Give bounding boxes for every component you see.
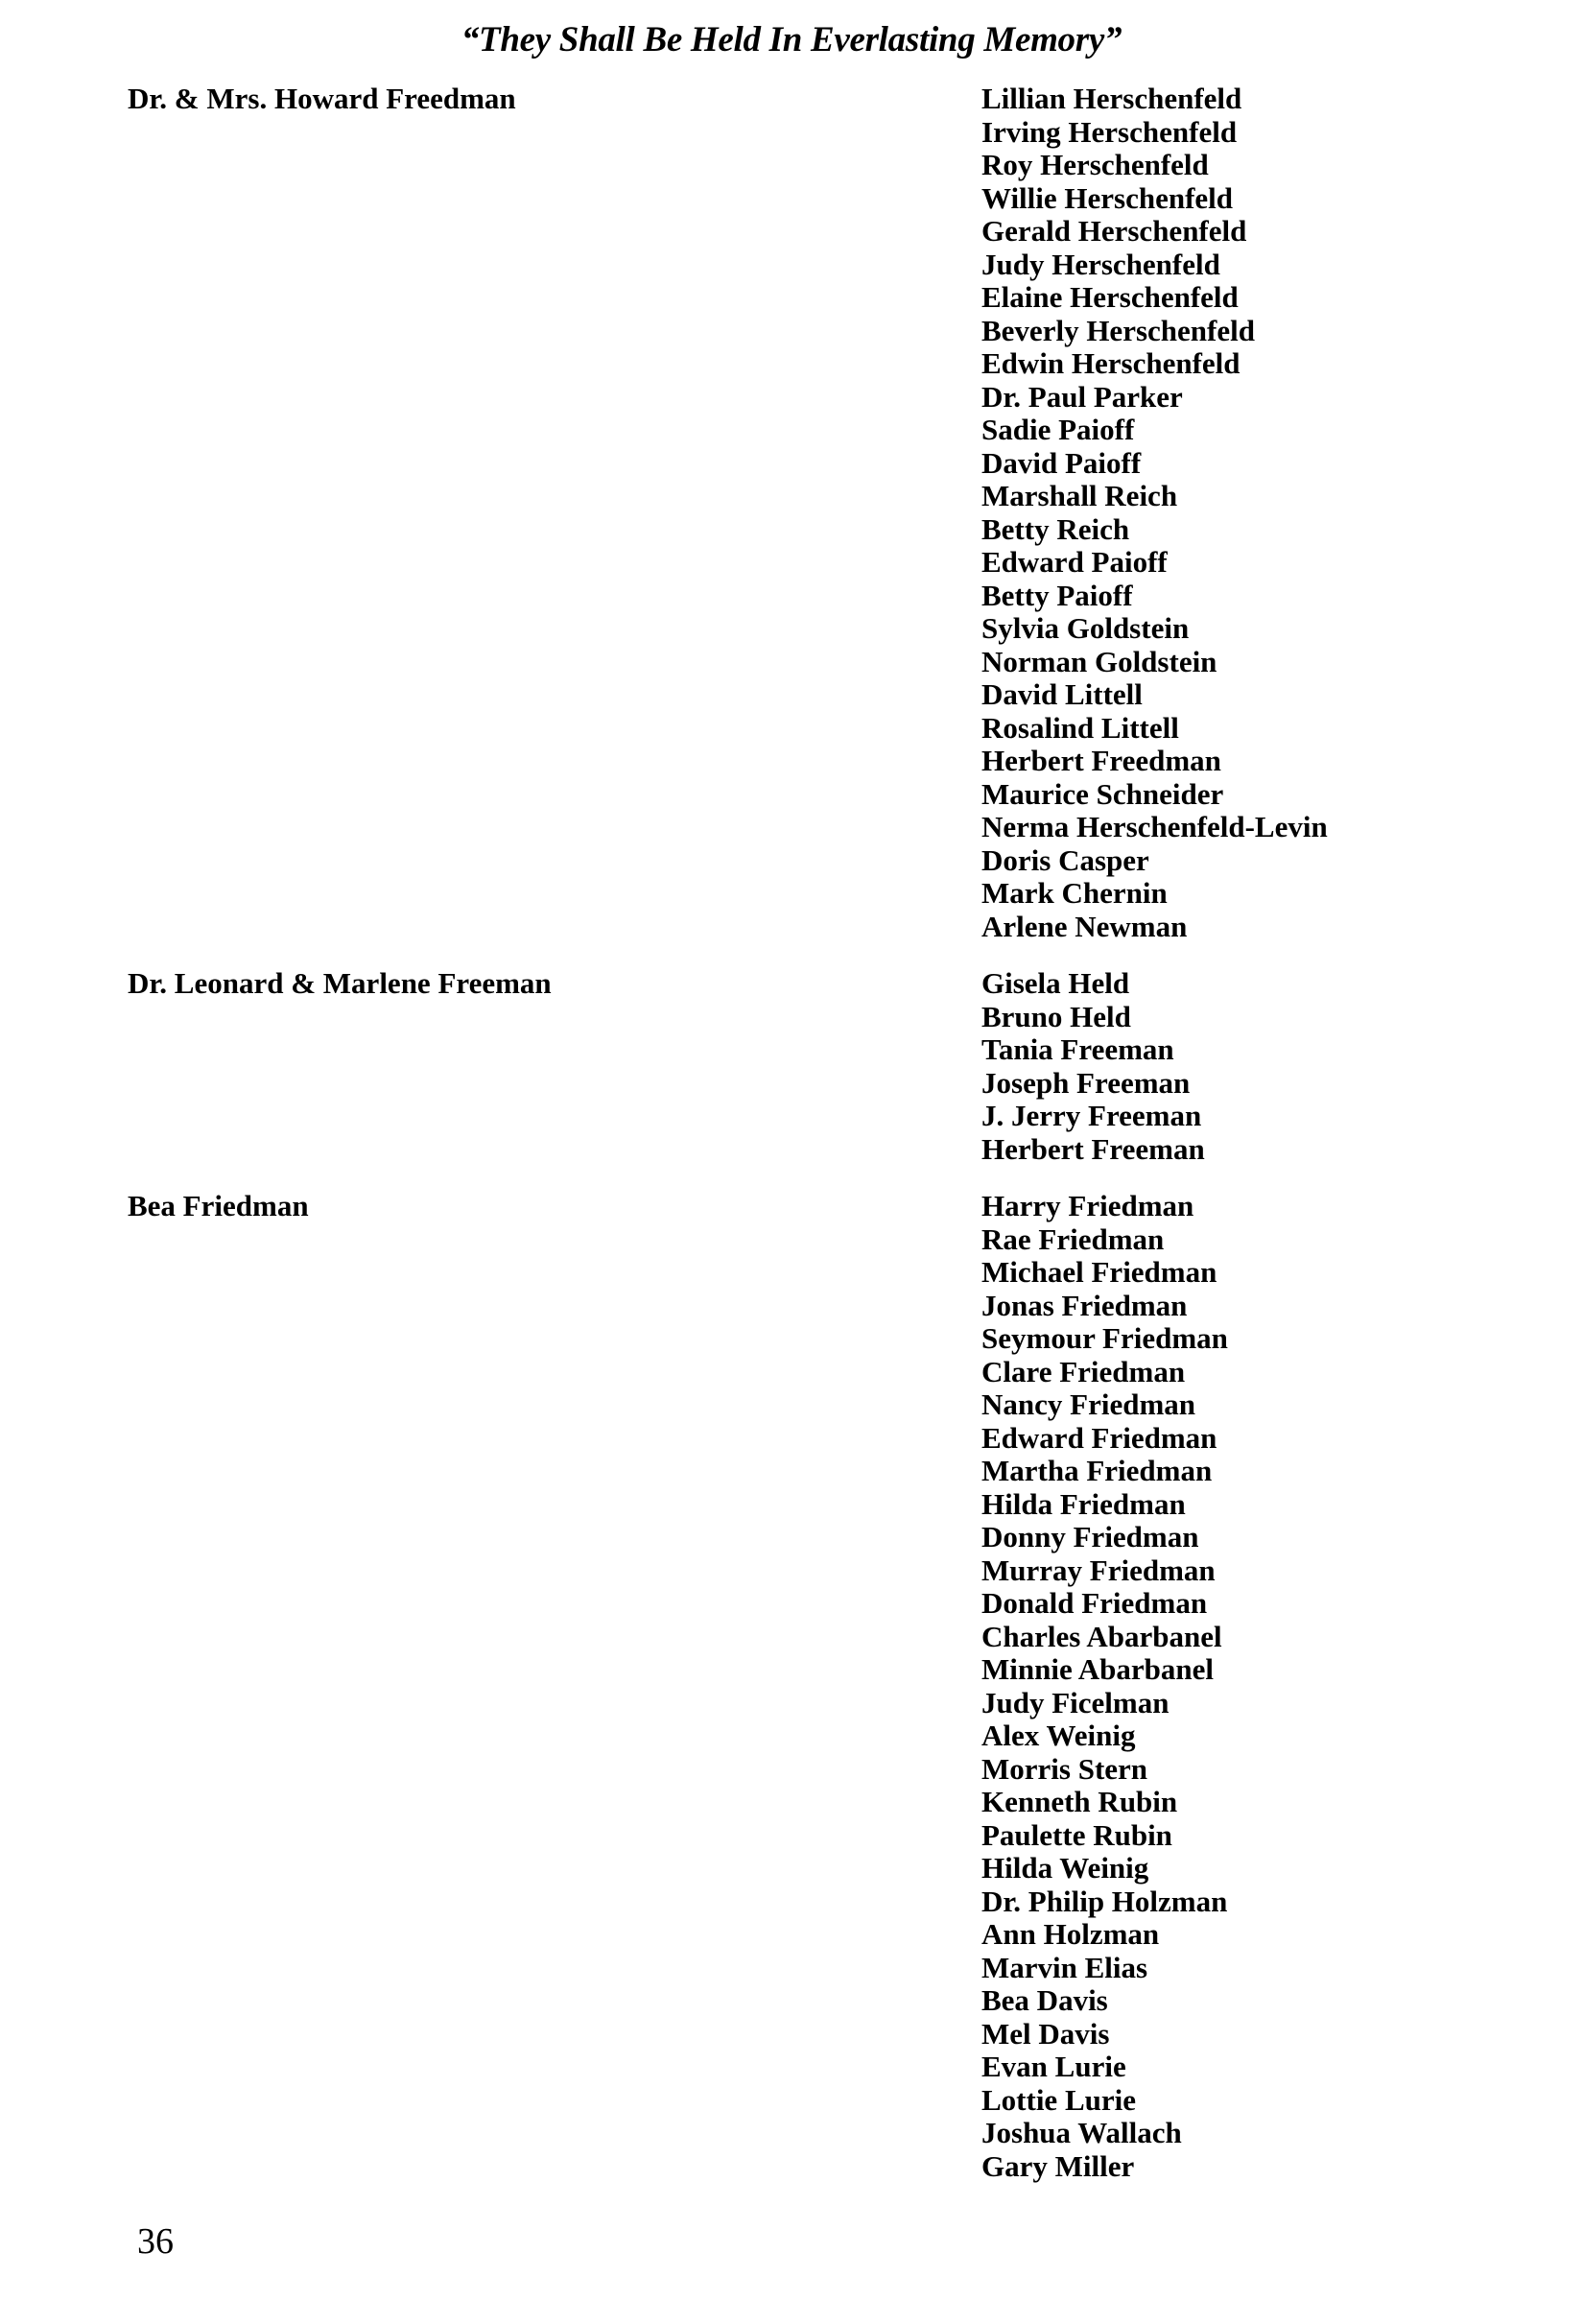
honoree-name: Gisela Held bbox=[981, 966, 1130, 1000]
honoree-name: David Paioff bbox=[981, 445, 1142, 480]
honoree-name: Harry Friedman bbox=[981, 1189, 1194, 1222]
honoree-name: Irving Herschenfeld bbox=[981, 114, 1238, 149]
honoree-name: Gary Miller bbox=[981, 2148, 1135, 2183]
honoree-name: Tania Freeman bbox=[981, 1032, 1174, 1066]
honoree-name: Doris Casper bbox=[981, 842, 1149, 877]
honoree-name: Joshua Wallach bbox=[981, 2116, 1182, 2149]
honoree-name: Hilda Friedman bbox=[981, 1486, 1186, 1521]
honoree-name: Bea Davis bbox=[981, 1983, 1108, 2017]
honoree-name: Seymour Friedman bbox=[981, 1321, 1228, 1355]
page-number: 36 bbox=[137, 2221, 174, 2262]
honoree-name: Rae Friedman bbox=[981, 1221, 1165, 1256]
honoree-name: Edward Paioff bbox=[981, 545, 1168, 579]
memorial-entry bbox=[128, 967, 1490, 1166]
honoree-name: Arlene Newman bbox=[981, 909, 1188, 943]
honoree-name: Evan Lurie bbox=[981, 2050, 1126, 2083]
honoree-name: Hilda Weinig bbox=[981, 1851, 1149, 1885]
honoree-name: Bruno Held bbox=[981, 999, 1131, 1033]
honoree-name: Michael Friedman bbox=[981, 1255, 1217, 1289]
honoree-name: Edwin Herschenfeld bbox=[981, 346, 1240, 380]
honoree-name: Herbert Freeman bbox=[981, 1131, 1205, 1166]
honoree-list bbox=[981, 967, 1490, 1166]
honoree-name: Betty Reich bbox=[981, 511, 1130, 546]
honoree-name: Elaine Herschenfeld bbox=[981, 280, 1239, 314]
memorial-entry bbox=[128, 83, 1490, 943]
honoree-name: Morris Stern bbox=[981, 1751, 1148, 1786]
honoree-name: Gerald Herschenfeld bbox=[981, 214, 1247, 248]
honoree-name: Clare Friedman bbox=[981, 1354, 1186, 1388]
honoree-name: Donald Friedman bbox=[981, 1586, 1208, 1620]
honoree-list bbox=[981, 1190, 1490, 2183]
honoree-name: David Littell bbox=[981, 677, 1143, 711]
honoree-name: Rosalind Littell bbox=[981, 710, 1179, 745]
honoree-name: Dr. Paul Parker bbox=[981, 379, 1183, 414]
donor-name: Bea Friedman bbox=[128, 1189, 309, 1222]
memorial-entry bbox=[128, 1190, 1490, 2183]
honoree-name: Kenneth Rubin bbox=[981, 1785, 1178, 1818]
honoree-name: Edward Friedman bbox=[981, 1420, 1217, 1455]
honoree-name: Betty Paioff bbox=[981, 578, 1133, 612]
honoree-name: Mel Davis bbox=[981, 2016, 1110, 2051]
honoree-name: Beverly Herschenfeld bbox=[981, 313, 1255, 347]
honoree-name: Martha Friedman bbox=[981, 1454, 1213, 1487]
honoree-name: Minnie Abarbanel bbox=[981, 1652, 1215, 1686]
honoree-name: Herbert Freedman bbox=[981, 744, 1221, 777]
page-title: “They Shall Be Held In Everlasting Memory” bbox=[461, 20, 1122, 59]
honoree-name: Sadie Paioff bbox=[981, 413, 1135, 446]
honoree-name: Joseph Freeman bbox=[981, 1065, 1191, 1100]
honoree-name: Marvin Elias bbox=[981, 1950, 1148, 1984]
honoree-name: Judy Herschenfeld bbox=[981, 247, 1220, 281]
honoree-name: Mark Chernin bbox=[981, 876, 1168, 910]
memorial-list bbox=[128, 83, 1490, 2207]
honoree-name: Nancy Friedman bbox=[981, 1387, 1196, 1421]
donor-name: Dr. Leonard & Marlene Freeman bbox=[128, 966, 552, 1000]
honoree-name: Nerma Herschenfeld-Levin bbox=[981, 810, 1328, 843]
honoree-name: Judy Ficelman bbox=[981, 1685, 1170, 1719]
honoree-name: Lottie Lurie bbox=[981, 2082, 1136, 2117]
honoree-list bbox=[981, 83, 1490, 943]
honoree-name: Dr. Philip Holzman bbox=[981, 1884, 1228, 1918]
honoree-name: Jonas Friedman bbox=[981, 1288, 1188, 1322]
honoree-name: Roy Herschenfeld bbox=[981, 148, 1209, 181]
honoree-name: Willie Herschenfeld bbox=[981, 180, 1234, 215]
honoree-name: Charles Abarbanel bbox=[981, 1619, 1222, 1653]
honoree-name: Ann Holzman bbox=[981, 1917, 1160, 1951]
donor-name: Dr. & Mrs. Howard Freedman bbox=[128, 82, 516, 115]
honoree-name: Marshall Reich bbox=[981, 479, 1178, 512]
honoree-name: Lillian Herschenfeld bbox=[981, 82, 1242, 115]
honoree-name: Maurice Schneider bbox=[981, 776, 1224, 811]
honoree-name: Norman Goldstein bbox=[981, 644, 1217, 678]
honoree-name: J. Jerry Freeman bbox=[981, 1099, 1202, 1132]
honoree-name: Paulette Rubin bbox=[981, 1817, 1172, 1852]
honoree-name: Donny Friedman bbox=[981, 1520, 1199, 1553]
honoree-name: Sylvia Goldstein bbox=[981, 611, 1190, 645]
honoree-name: Alex Weinig bbox=[981, 1719, 1136, 1752]
honoree-name: Murray Friedman bbox=[981, 1553, 1216, 1587]
